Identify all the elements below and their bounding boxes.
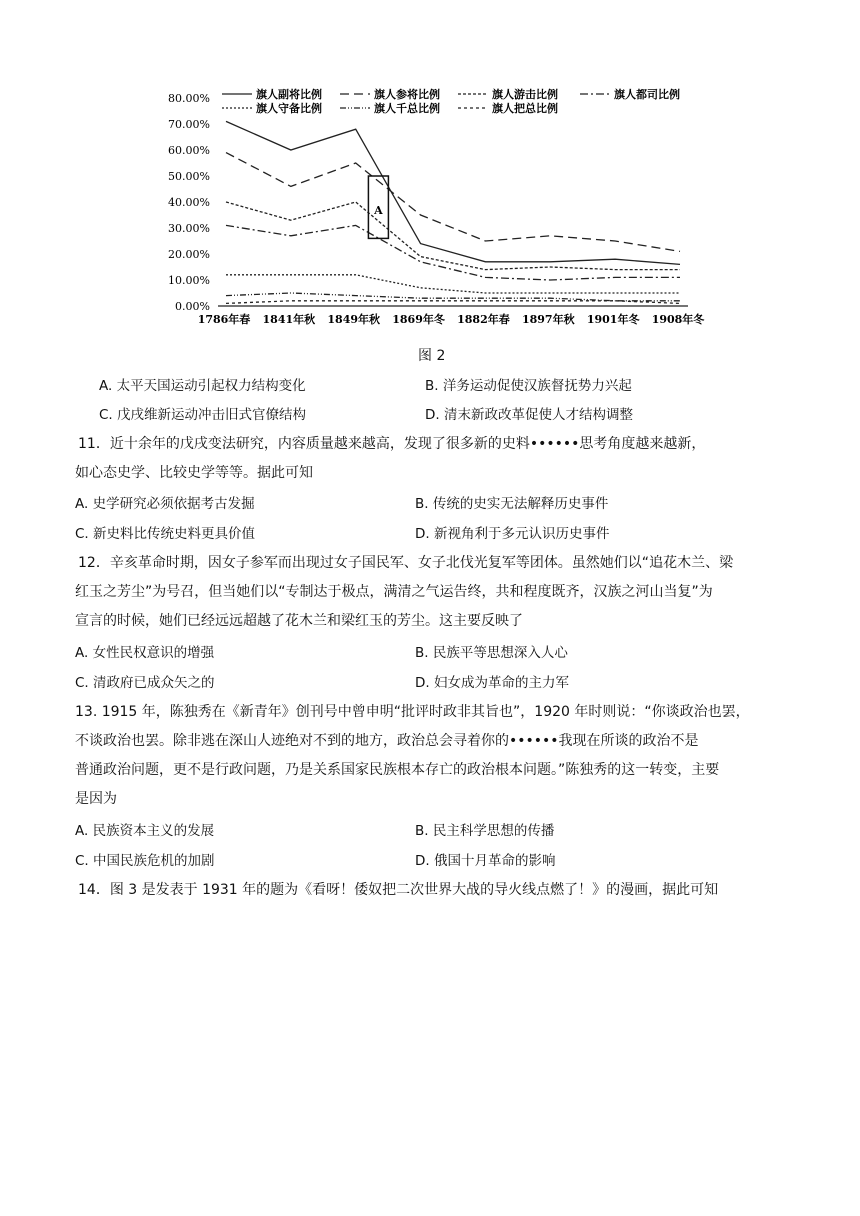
q13-option-b[interactable]: B. 民主科学思想的传播 <box>415 823 555 839</box>
q10-option-c[interactable]: C. 戊戌维新运动冲击旧式官僚结构 <box>99 407 307 423</box>
x-tick-label: 1897年秋 <box>521 313 575 326</box>
q10-option-a[interactable]: A. 太平天国运动引起权力结构变化 <box>99 378 306 394</box>
q13-stem-line2: 不谈政治也罢。除非逃在深山人迹绝对不到的地方，政治总会寻着你的••••••我现在所谈的政治不是 <box>75 733 699 749</box>
x-tick-label: 1882年春 <box>457 313 510 326</box>
q11-option-c[interactable]: C. 新史料比传统史料更具价值 <box>75 526 256 542</box>
q12-option-c[interactable]: C. 清政府已成众矢之的 <box>75 675 215 691</box>
annotation-label: A <box>374 203 383 217</box>
y-tick-label: 80.00% <box>168 92 210 105</box>
y-tick-label: 10.00% <box>168 274 210 287</box>
q12-option-b[interactable]: B. 民族平等思想深入人心 <box>415 645 568 661</box>
q11-option-d[interactable]: D. 新视角利于多元认识历史事件 <box>415 526 610 542</box>
q13-option-c[interactable]: C. 中国民族危机的加剧 <box>75 853 215 869</box>
q11-stem-line2: 如心态史学、比较史学等等。据此可知 <box>75 465 313 481</box>
legend-label: 旗人都司比例 <box>614 88 680 101</box>
y-tick-label: 0.00% <box>175 300 210 313</box>
x-tick-label: 1849年秋 <box>327 313 381 326</box>
series-line <box>226 153 680 252</box>
y-tick-label: 20.00% <box>168 248 210 261</box>
q12-stem-line3: 宣言的时候，她们已经远远超越了花木兰和梁红玉的芳尘。这主要反映了 <box>75 613 523 629</box>
q13-stem-line3: 普通政治问题，更不是行政问题，乃是关系国家民族根本存亡的政治根本问题。”陈独秀的这一转变，主要 <box>75 762 720 778</box>
legend-label: 旗人把总比例 <box>492 102 558 115</box>
y-tick-label: 40.00% <box>168 196 210 209</box>
series-line <box>226 301 680 304</box>
x-tick-label: 1908年冬 <box>651 313 705 326</box>
y-tick-label: 60.00% <box>168 144 210 157</box>
x-tick-label: 1786年春 <box>197 313 251 326</box>
x-tick-label: 1869年冬 <box>392 313 445 326</box>
q13-option-a[interactable]: A. 民族资本主义的发展 <box>75 823 215 839</box>
q12-option-a[interactable]: A. 女性民权意识的增强 <box>75 645 215 661</box>
legend-label: 旗人副将比例 <box>256 88 322 101</box>
series-line <box>226 121 680 264</box>
y-tick-label: 30.00% <box>168 222 210 235</box>
q10-option-b[interactable]: B. 洋务运动促使汉族督抚势力兴起 <box>425 378 632 394</box>
series-line <box>226 293 680 301</box>
legend-label: 旗人千总比例 <box>374 102 440 115</box>
series-line <box>226 275 680 293</box>
legend-label: 旗人守备比例 <box>256 102 322 115</box>
q13-option-d[interactable]: D. 俄国十月革命的影响 <box>415 853 556 869</box>
series-lines <box>226 121 680 303</box>
x-tick-label: 1841年秋 <box>262 313 316 326</box>
x-tick-label: 1901年冬 <box>586 313 640 326</box>
q11-stem-line1: 11．近十余年的戊戌变法研究，内容质量越来越高，发现了很多新的史料••••••思考角度越来越新， <box>78 436 706 452</box>
q11-option-a[interactable]: A. 史学研究必须依据考古发掘 <box>75 496 255 512</box>
q11-option-b[interactable]: B. 传统的史实无法解释历史事件 <box>415 496 609 512</box>
x-axis <box>198 306 706 326</box>
annotation-box <box>368 176 388 238</box>
legend <box>222 87 680 115</box>
y-tick-label: 70.00% <box>168 118 210 131</box>
q13-stem-line1: 13. 1915 年，陈独秀在《新青年》创刊号中曾申明“批评时政非其旨也”，1920 年时则说：“你谈政治也罢， <box>75 704 750 720</box>
q14-stem-line1: 14．图 3 是发表于 1931 年的题为《看呀！倭奴把二次世界大战的导火线点燃了！》的漫画，据此可知 <box>78 882 719 898</box>
y-axis <box>168 92 210 313</box>
line-chart <box>160 84 720 334</box>
q12-stem-line1: 12．辛亥革命时期，因女子参军而出现过女子国民军、女子北伐光复军等团体。虽然她们以“追花木兰、梁 <box>78 555 734 571</box>
q12-option-d[interactable]: D. 妇女成为革命的主力军 <box>415 675 569 691</box>
q13-stem-line4: 是因为 <box>75 791 117 807</box>
y-tick-label: 50.00% <box>168 170 210 183</box>
legend-label: 旗人参将比例 <box>374 88 440 101</box>
q12-stem-line2: 红玉之芳尘”为号召，但当她们以“专制达于极点，满清之气运告终，共和程度既齐，汉族之河山当复”为 <box>75 584 713 600</box>
legend-label: 旗人游击比例 <box>492 88 558 101</box>
figure-caption: 图 2 <box>418 348 446 364</box>
q10-option-d[interactable]: D. 清末新政改革促使人才结构调整 <box>425 407 633 423</box>
